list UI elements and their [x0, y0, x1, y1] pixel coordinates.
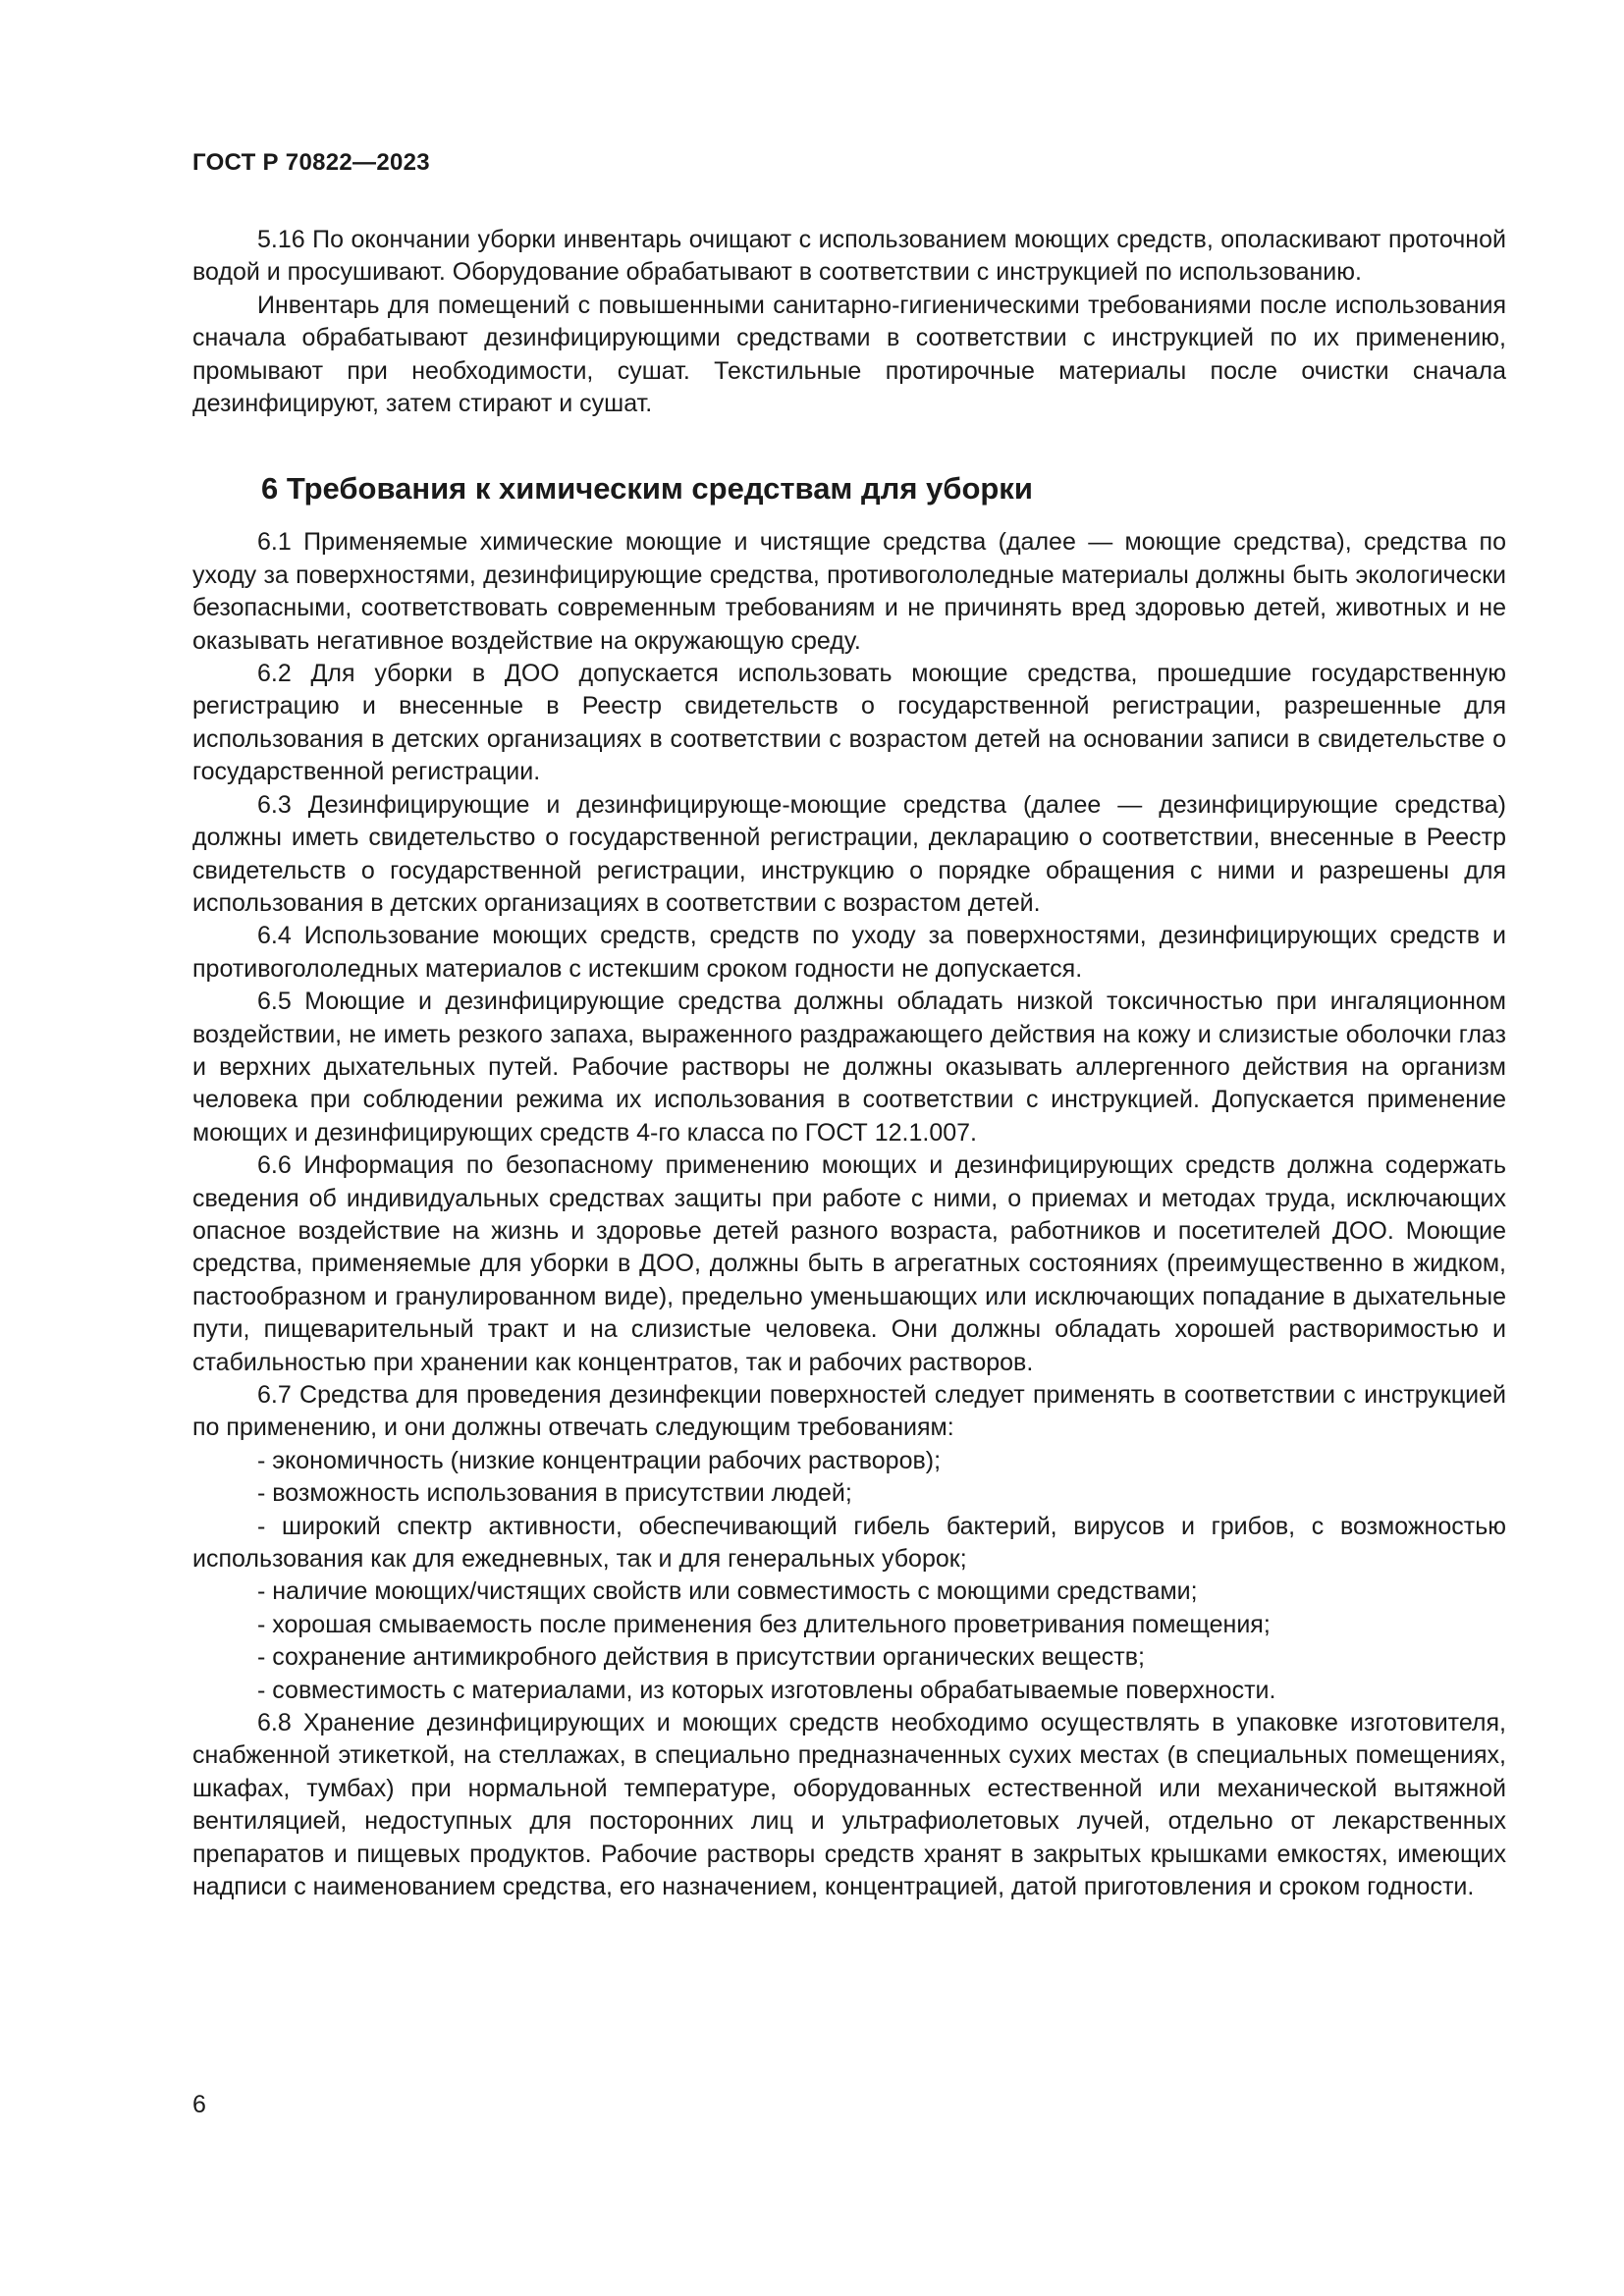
list-item: - хорошая смываемость после применения без длительного проветривания помещения; — [257, 1610, 1271, 1638]
page-number: 6 — [192, 2091, 206, 2118]
paragraph-6-6: 6.6 Информация по безопасному применению моющих и дезинфицирующих средств должна содержать сведения об индивидуальных средствах защиты при работе с ними, о приемах и методах труда, исключающих опасное воздействие на жизнь и здоровье детей разного возраста, работников и посетителей ДОО. Моющие средства, применяемые для уборки в ДОО, должны быть в агрегатных состояниях (преимущественно в жидком, пастообразном и гранулированном виде), предельно уменьшающих или исключающих попадание в дыхательные пути, пищеварительный тракт и на слизистые человека. Они должны обладать хорошей растворимостью и стабильностью при хранении как концентратов, так и рабочих растворов. — [192, 1151, 1506, 1376]
paragraph-6-5: 6.5 Моющие и дезинфицирующие средства должны обладать низкой токсичностью при ингаляционном воздействии, не иметь резкого запаха, выраженного раздражающего действия на кожу и слизистые оболочки глаз и верхних дыхательных путей. Рабочие растворы не должны оказывать аллергенного действия на организм человека при соблюдении режима их использования в соответствии с инструкцией. Допускается применение моющих и дезинфицирующих средств 4-го класса по ГОСТ 12.1.007. — [192, 988, 1506, 1147]
requirements-list — [192, 1445, 1506, 1707]
list-item: - экономичность (низкие концентрации рабочих растворов); — [257, 1446, 942, 1474]
list-item: - широкий спектр активности, обеспечивающий гибель бактерий, вирусов и грибов, с возможностью использования как для ежедневных, так и для генеральных уборок; — [192, 1512, 1506, 1574]
list-item: - сохранение антимикробного действия в присутствии органических веществ; — [257, 1643, 1145, 1672]
paragraph-6-4: 6.4 Использование моющих средств, средств по уходу за поверхностями, дезинфицирующих средств и противогололедных материалов с истекшим сроком годности не допускается. — [192, 922, 1506, 983]
paragraph-6-1: 6.1 Применяемые химические моющие и чистящие средства (далее — моющие средства), средства по уходу за поверхностями, дезинфицирующие средства, противогололедные материалы должны быть экологически безопасными, соответствовать современным требованиям и не причинять вред здоровью детей, животных и не оказывать негативное воздействие на окружающую среду. — [192, 528, 1506, 655]
document-code-header: ГОСТ Р 70822—2023 — [192, 149, 430, 176]
list-item: - возможность использования в присутствии людей; — [257, 1479, 852, 1508]
list-item: - совместимость с материалами, из которых изготовлены обрабатываемые поверхности. — [257, 1676, 1276, 1704]
list-item: - наличие моющих/чистящих свойств или совместимость с моющими средствами; — [257, 1577, 1198, 1606]
paragraph-6-8: 6.8 Хранение дезинфицирующих и моющих средств необходимо осуществлять в упаковке изготовителя, снабженной этикеткой, на стеллажах, в специально предназначенных сухих местах (в специальных помещениях, шкафах, тумбах) при нормальной температуре, оборудованных естественной или механической вытяжной вентиляцией, недоступных для посторонних лиц и ультрафиолетовых лучей, отдельно от лекарственных препаратов и пищевых продуктов. Рабочие растворы средств хранят в закрытых крышками емкостях, имеющих надписи с наименованием средства, его назначением, концентрацией, датой приготовления и сроком годности. — [192, 1709, 1506, 1901]
paragraph-6-2: 6.2 Для уборки в ДОО допускается использовать моющие средства, прошедшие государственную регистрацию и внесенные в Реестр свидетельств о государственной регистрации, разрешенные для использования в детских организациях в соответствии с возрастом детей на основании записи в свидетельстве о государственной регистрации. — [192, 660, 1506, 786]
paragraph-5-16: 5.16 По окончании уборки инвентарь очищают с использованием моющих средств, ополаскивают проточной водой и просушивают. Оборудование обрабатывают в соответствии с инструкцией по использованию. — [192, 226, 1506, 287]
paragraph-5-16-inventory: Инвентарь для помещений с повышенными санитарно-гигиеническими требованиями после использования сначала обрабатывают дезинфицирующими средствами в соответствии с инструкцией по их применению, промывают при необходимости, сушат. Текстильные протирочные материалы после очистки сначала дезинфицируют, затем стирают и сушат. — [192, 291, 1506, 418]
section-6-title: 6 Требования к химическим средствам для уборки — [261, 471, 1033, 507]
paragraph-6-7: 6.7 Средства для проведения дезинфекции поверхностей следует применять в соответствии с инструкцией по применению, и они должны отвечать следующим требованиям: — [192, 1381, 1506, 1442]
paragraph-6-3: 6.3 Дезинфицирующие и дезинфицирующе-моющие средства (далее — дезинфицирующие средства) должны иметь свидетельство о государственной регистрации, декларацию о соответствии, внесенные в Реестр свидетельств о государственной регистрации, инструкцию о порядке обращения с ними и разрешены для использования в детских организациях в соответствии с возрастом детей. — [192, 790, 1506, 917]
document-body — [192, 224, 1506, 1904]
